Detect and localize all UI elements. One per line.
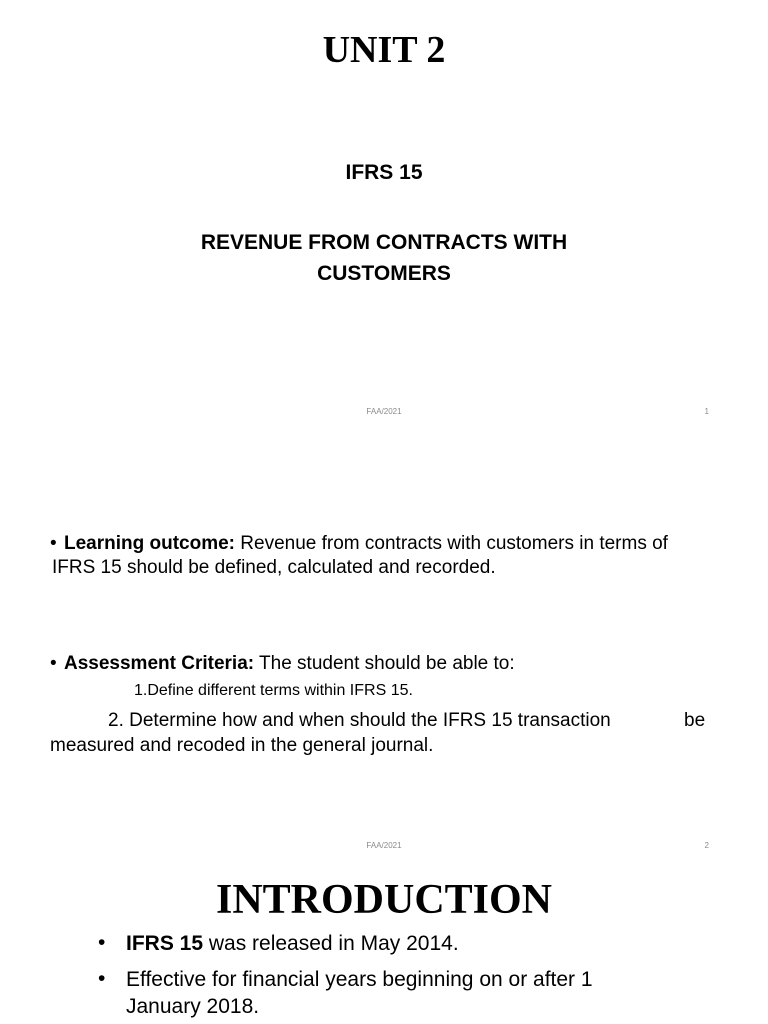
criteria-item-2-be: be [684, 710, 706, 731]
introduction-title: INTRODUCTION [215, 877, 553, 923]
slide-1 [0, 0, 768, 432]
intro-bullet-2 [126, 966, 686, 1020]
learning-outcome-text: Revenue from contracts with customers in terms of [235, 533, 668, 554]
slide-3 [0, 864, 768, 1024]
criteria-item-2-line-2: measured and recoded in the general journal. [50, 735, 434, 756]
criteria-item-2-line-1: 2. Determine how and when should the IFRS 15 transaction [108, 710, 611, 731]
standard-subtitle: IFRS 15 [345, 161, 423, 184]
topic-heading-line-1: REVENUE FROM CONTRACTS WITH [200, 231, 568, 254]
intro-bullet-2-line-1: Effective for financial years beginning on or after 1 [126, 968, 593, 991]
learning-outcome-label: Learning outcome: [64, 533, 236, 554]
criteria-item-1: 1.Define different terms within IFRS 15. [134, 682, 413, 699]
bullet-dot-icon: • [98, 967, 106, 990]
bullet-dot-icon: • [50, 533, 57, 554]
intro-bullet-1-text: was released in May 2014. [203, 932, 459, 955]
learning-outcome-line-2: IFRS 15 should be defined, calculated and recorded. [52, 557, 496, 578]
assessment-criteria-bullet [50, 652, 754, 676]
assessment-criteria-label: Assessment Criteria: [64, 653, 255, 674]
slide-footer: FAA/2021 [366, 407, 402, 416]
learning-outcome-bullet [50, 532, 754, 580]
slide-2 [0, 432, 768, 864]
intro-bullet-2-line-2: January 2018. [126, 995, 260, 1018]
topic-heading-line-2: CUSTOMERS [317, 262, 451, 285]
bullet-dot-icon: • [98, 931, 106, 954]
learning-outcome-line-1 [64, 532, 754, 556]
intro-bullet-1-bold: IFRS 15 [126, 932, 204, 955]
slide-page-number: 2 [704, 841, 709, 850]
slide-page-number: 1 [704, 407, 709, 416]
intro-bullet-1 [126, 931, 459, 957]
slide-footer: FAA/2021 [366, 841, 402, 850]
assessment-criteria-text: The student should be able to: [254, 653, 515, 674]
unit-title: UNIT 2 [322, 29, 446, 71]
bullet-dot-icon: • [50, 653, 57, 674]
